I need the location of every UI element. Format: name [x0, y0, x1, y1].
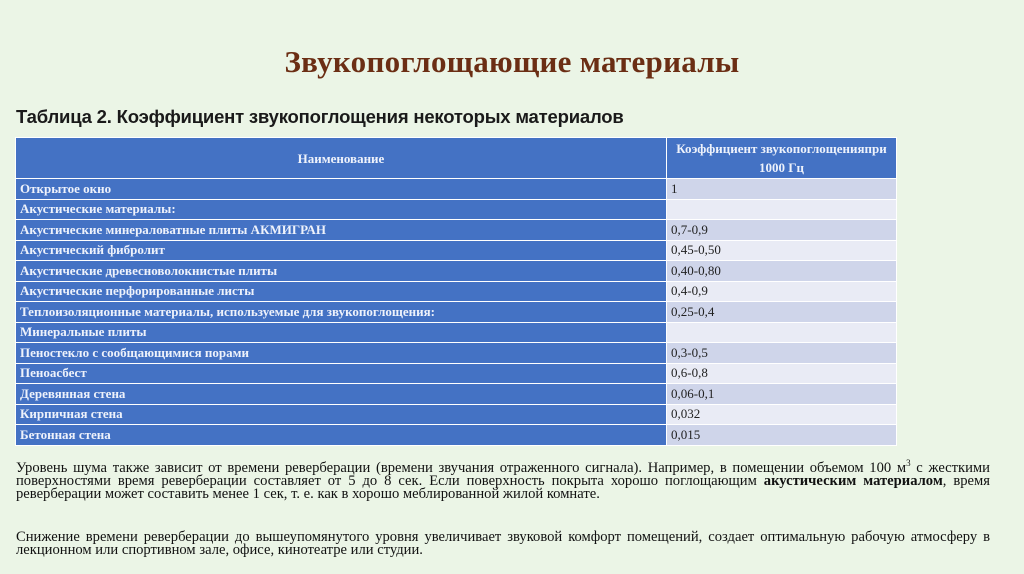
row-name: Акустические перфорированные листы — [16, 281, 667, 302]
table-row — [16, 179, 897, 200]
header-name: Наименование — [16, 138, 667, 179]
row-value: 0,45-0,50 — [667, 240, 897, 261]
row-name: Минеральные плиты — [16, 322, 667, 343]
paragraph-text: Уровень шума также зависит от времени реверберации (времени звучания отраженного сигнала). Например, в помещении объемом 100 м — [16, 460, 907, 476]
table-row — [16, 199, 897, 220]
row-value: 0,015 — [667, 425, 897, 446]
row-value: 0,06-0,1 — [667, 384, 897, 405]
paragraph-text: , время реверберации может составить менее 1 сек, т. е. как в хорошо меблированной жилой комнате. — [16, 473, 990, 502]
row-name: Кирпичная стена — [16, 404, 667, 425]
row-name: Деревянная стена — [16, 384, 667, 405]
row-name: Бетонная стена — [16, 425, 667, 446]
table-row — [16, 261, 897, 282]
table-row — [16, 404, 897, 425]
row-value — [667, 199, 897, 220]
row-value: 0,40-0,80 — [667, 261, 897, 282]
comfort-paragraph: Снижение времени реверберации до вышеупомянутого уровня увеличивает звуковой комфорт помещений, создает оптимальную рабочую атмосферу в лекционном или спортивном зале, офисе, кинотеатре или студии. — [16, 529, 990, 558]
row-name: Акустические минераловатные плиты АКМИГРАН — [16, 220, 667, 241]
row-name: Открытое окно — [16, 179, 667, 200]
row-value: 1 — [667, 179, 897, 200]
table-row — [16, 302, 897, 323]
table-row — [16, 363, 897, 384]
row-value: 0,25-0,4 — [667, 302, 897, 323]
row-name: Акустические материалы: — [16, 199, 667, 220]
absorption-coefficient-table — [15, 137, 897, 446]
reverberation-paragraph — [16, 458, 990, 502]
header-coefficient: Коэффициент звукопоглощенияпри 1000 Гц — [667, 138, 897, 179]
paragraph-text: с жесткими поверхностями время реверберации составляет от 5 до 8 сек. Если поверхность покрыта хорошо поглощающим — [16, 460, 990, 489]
row-value: 0,4-0,9 — [667, 281, 897, 302]
bold-term: акустическим материалом — [763, 473, 943, 489]
slide-title: Звукопоглощающие материалы — [284, 44, 740, 79]
table-header-row — [16, 138, 897, 179]
table-row — [16, 343, 897, 364]
table-caption: Таблица 2. Коэффициент звукопоглощения некоторых материалов — [16, 106, 624, 127]
table-row — [16, 322, 897, 343]
row-value: 0,6-0,8 — [667, 363, 897, 384]
row-value: 0,032 — [667, 404, 897, 425]
row-name: Пеностекло с сообщающимися порами — [16, 343, 667, 364]
row-name: Пеноасбест — [16, 363, 667, 384]
table-row — [16, 281, 897, 302]
table-row — [16, 220, 897, 241]
superscript: 3 — [906, 458, 911, 469]
table-row — [16, 240, 897, 261]
table-row — [16, 384, 897, 405]
row-value: 0,7-0,9 — [667, 220, 897, 241]
row-name: Теплоизоляционные материалы, используемые для звукопоглощения: — [16, 302, 667, 323]
row-value — [667, 322, 897, 343]
row-name: Акустический фибролит — [16, 240, 667, 261]
row-value: 0,3-0,5 — [667, 343, 897, 364]
row-name: Акустические древесноволокнистые плиты — [16, 261, 667, 282]
table-row — [16, 425, 897, 446]
